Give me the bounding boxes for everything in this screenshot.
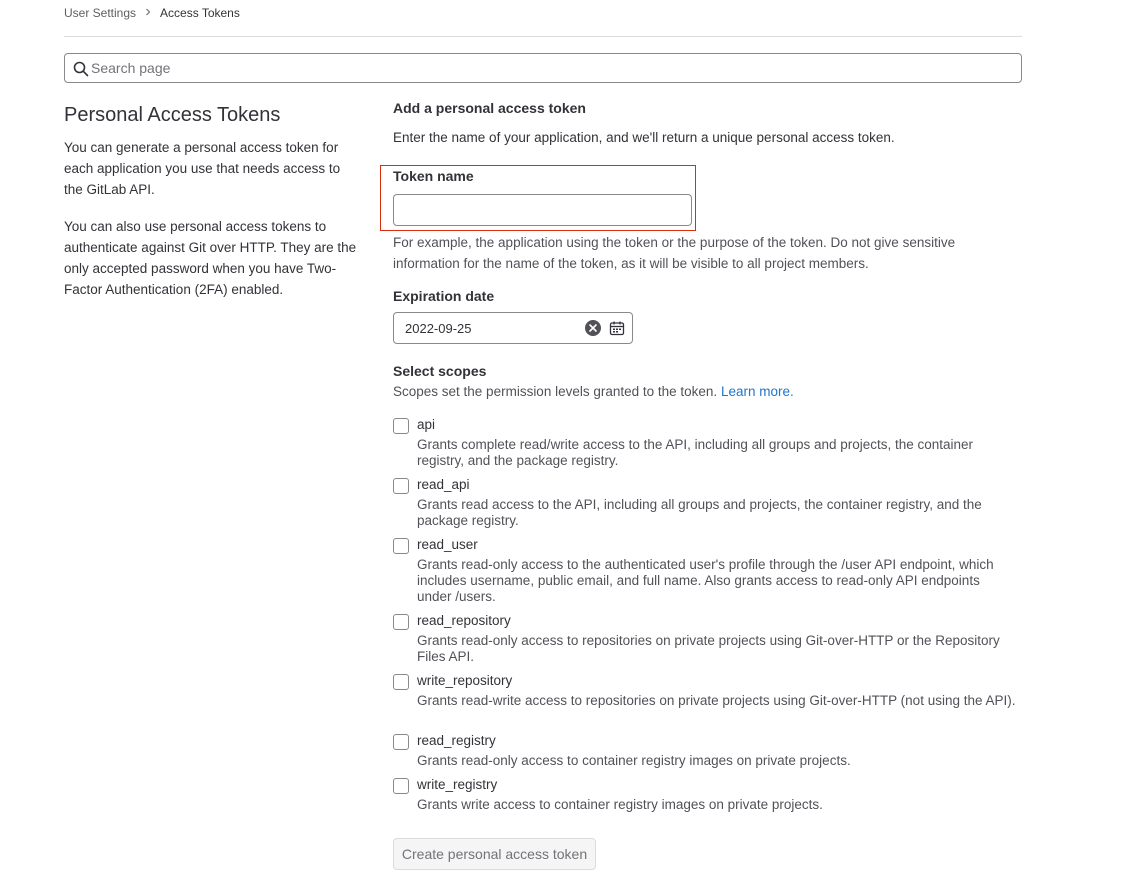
expiration-date-input[interactable] [405, 313, 565, 343]
scope-description: Grants read-write access to repositories on private projects using Git-over-HTTP (not using the API). [417, 693, 1016, 708]
create-token-button[interactable]: Create personal access token [393, 838, 596, 870]
scopes-label: Select scopes [393, 363, 487, 379]
scope-name[interactable]: write_repository [417, 673, 513, 688]
breadcrumb-access-tokens[interactable]: Access Tokens [160, 6, 240, 20]
info-paragraph-2: You can also use personal access tokens to authenticate against Git over HTTP. They are the only accepted password when you have Two-Factor Authentication (2FA) enabled. [64, 219, 357, 297]
scope-description: Grants read-only access to the authenticated user's profile through the /user API endpoint, which includes username, public email, and full name. Also grants access to read-only API endpoints under /users. [417, 557, 994, 604]
scope-description: Grants read access to the API, including all groups and projects, the container registry, and the package registry. [417, 497, 982, 528]
breadcrumb-user-settings[interactable]: User Settings [64, 6, 137, 20]
token-name-input[interactable] [393, 194, 692, 226]
expiration-date-field [393, 312, 633, 344]
breadcrumb [64, 6, 240, 20]
scope-checkbox[interactable] [393, 778, 409, 794]
scopes-description-text: Scopes set the permission levels granted to the token. [393, 384, 718, 399]
scope-name[interactable]: read_registry [417, 733, 496, 748]
form-description: Enter the name of your application, and we'll return a unique personal access token. [393, 130, 895, 145]
scope-checkbox[interactable] [393, 614, 409, 630]
token-name-label: Token name [393, 168, 474, 184]
scope-description: Grants write access to container registry images on private projects. [417, 797, 823, 812]
scope-checkbox[interactable] [393, 478, 409, 494]
token-name-help: For example, the application using the token or the purpose of the token. Do not give sensitive information for the name of the token, as it will be visible to all project members. [393, 235, 956, 271]
scope-checkbox[interactable] [393, 734, 409, 750]
scope-name[interactable]: write_registry [417, 777, 498, 792]
search-input[interactable] [91, 54, 991, 82]
scope-name[interactable]: api [417, 417, 436, 432]
search-icon [73, 61, 89, 77]
chevron-right-icon [144, 8, 152, 19]
scope-checkbox[interactable] [393, 674, 409, 690]
expiration-label: Expiration date [393, 288, 495, 304]
scope-description: Grants read-only access to container registry images on private projects. [417, 753, 851, 768]
scope-checkbox[interactable] [393, 538, 409, 554]
form-title: Add a personal access token [393, 100, 586, 116]
scope-description: Grants complete read/write access to the API, including all groups and projects, the container registry, and the package registry. [417, 437, 974, 468]
calendar-icon[interactable] [609, 320, 625, 336]
scope-name[interactable]: read_user [417, 537, 478, 552]
scopes-description [393, 384, 794, 399]
scope-description: Grants read-only access to repositories on private projects using Git-over-HTTP or the Repository Files API. [417, 633, 1000, 664]
clear-icon[interactable] [585, 320, 601, 336]
header-divider [64, 36, 1022, 37]
sidebar-info [64, 102, 364, 297]
scope-checkbox[interactable] [393, 418, 409, 434]
search-box [64, 53, 1022, 83]
scope-name[interactable]: read_api [417, 477, 470, 492]
scope-name[interactable]: read_repository [417, 613, 511, 628]
info-paragraph-1: You can generate a personal access token for each application you use that needs access to the GitLab API. [64, 140, 341, 197]
page-title: Personal Access Tokens [64, 104, 281, 126]
learn-more-link[interactable]: Learn more. [720, 384, 794, 399]
